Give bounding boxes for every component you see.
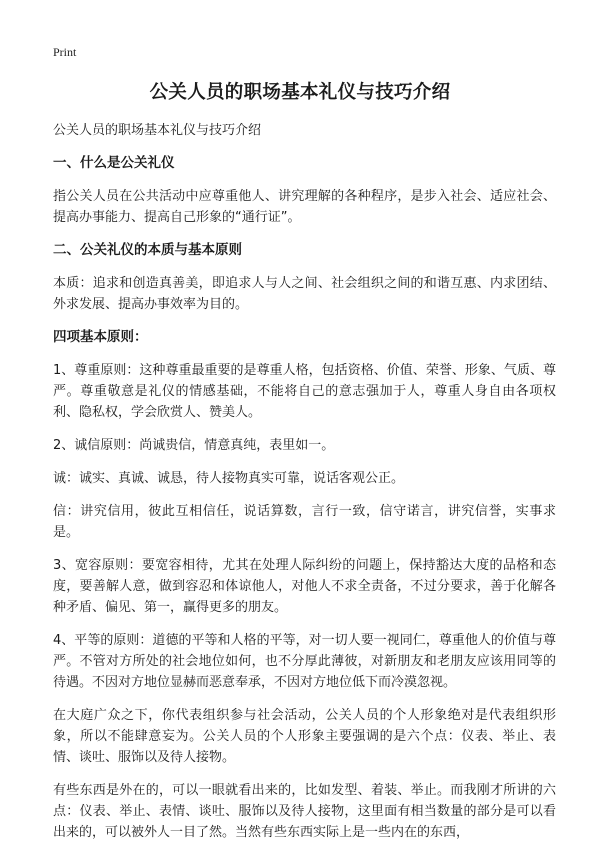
- paragraph-definition: 指公关人员在公共活动中应尊重他人、讲究理解的各种程序，是步入社会、适应社会、提高办事能力、提高自己形象的“通行证”。: [53, 189, 556, 225]
- paragraph-tolerance-principle: 3、宽容原则：要宽容相待，尤其在处理人际纠纷的问题上，保持豁达大度的品格和态度，要善解人意，做到容忍和体谅他人，对他人不求全责备，不过分要求，善于化解各种矛盾、偏见、第一，赢得更多的朋友。: [53, 558, 556, 615]
- page-title: 公关人员的职场基本礼仪与技巧介绍: [149, 82, 451, 103]
- paragraph-essence: 本质：追求和创造真善美，即追求人与人之间、社会组织之间的和谐互惠、内求团结、外求发展、提高办事效率为目的。: [53, 276, 556, 312]
- paragraph-external-image: 有些东西是外在的，可以一眼就看出来的，比如发型、着装、举止。而我刚才所讲的六点：仪表、举止、表情、谈吐、服饰以及待人接物，这里面有相当数量的部分是可以看出来的，可以被外人一目了然。当然有些东西实际上是一些内在的东西，: [53, 783, 556, 840]
- section-heading-principles: 四项基本原则：: [53, 329, 148, 345]
- paragraph-integrity-principle: 2、诚信原则：尚诚贵信，情意真纯，表里如一。: [53, 438, 335, 453]
- section-heading-2: 二、公关礼仪的本质与基本原则: [53, 242, 242, 258]
- paragraph-equality-principle: 4、平等的原则：道德的平等和人格的平等，对一切人要一视同仁，尊重他人的价值与尊严。不管对方所处的社会地位如何，也不分厚此薄彼，对新朋友和老朋友应该用同等的待遇。不因对方地位显赫而恶意奉承，不因对方地位低下而冷漠忽视。: [53, 633, 556, 690]
- paragraph-public-image: 在大庭广众之下，你代表组织参与社会活动，公关人员的个人形象绝对是代表组织形象，所以不能肆意妄为。公关人员的个人形象主要强调的是六个点：仪表、举止、表情、谈吐、服饰以及待人接物。: [53, 708, 556, 765]
- article-body: [53, 120, 556, 855]
- subtitle-paragraph: 公关人员的职场基本礼仪与技巧介绍: [53, 123, 262, 138]
- paragraph-trust: 信：讲究信用，彼此互相信任，说话算数，言行一致，信守诺言，讲究信誉，实事求是。: [53, 504, 556, 540]
- paragraph-honesty: 诚：诚实、真诚、诚恳，待人接物真实可靠，说话客观公正。: [53, 471, 405, 486]
- print-link[interactable]: Print: [53, 45, 77, 59]
- paragraph-respect-principle: 1、尊重原则：这种尊重最重要的是尊重人格，包括资格、价值、荣誉、形象、气质、尊严。尊重敬意是礼仪的情感基础，不能将自己的意志强加于人，尊重人身自由各项权利、隐私权，学会欣赏人、赞美人。: [53, 363, 556, 420]
- section-heading-1: 一、什么是公关礼仪: [53, 155, 175, 171]
